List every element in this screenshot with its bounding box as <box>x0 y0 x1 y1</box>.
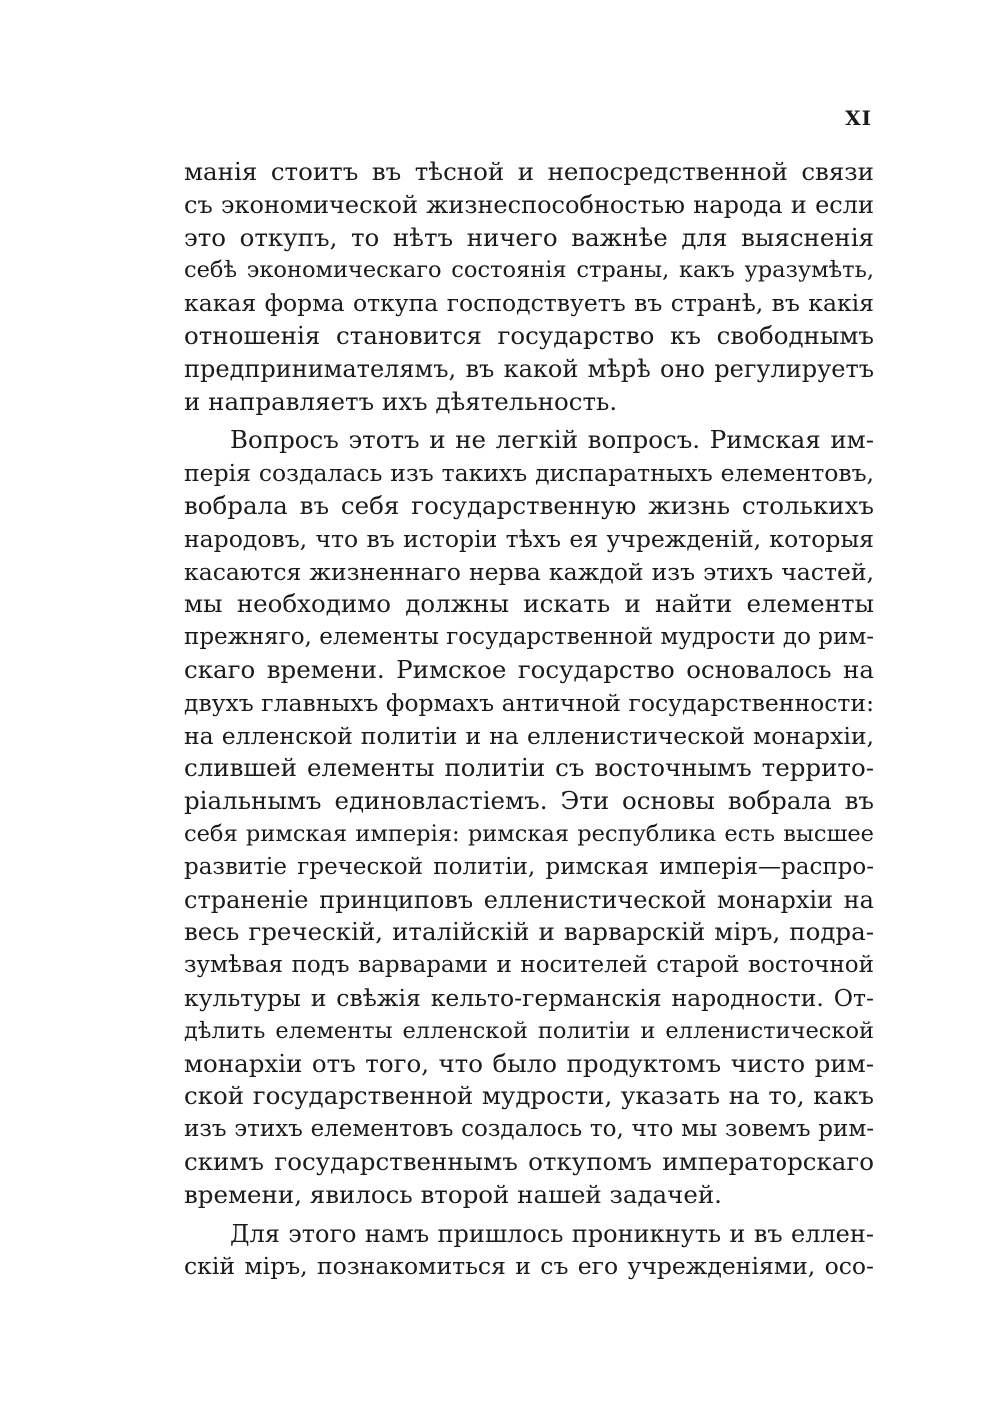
text-line: вобрала въ себя государственную жизнь столькихъ <box>184 490 874 520</box>
text-line: на елленской политіи и на елленистической монархіи, <box>184 721 874 750</box>
text-line: себѣ экономическаго состоянія страны, какъ уразумѣть, <box>184 257 874 284</box>
text-line: страненіе принциповъ елленистической монархіи на <box>184 885 874 914</box>
text-line: скій міръ, познакомиться и съ его учрежденіями, осо- <box>184 1252 874 1281</box>
text-line: отношенія становится государство къ свободнымъ <box>184 320 874 350</box>
text-line: касаются жизненнаго нерва каждой изъ этихъ частей, <box>184 557 874 586</box>
text-line: изъ этихъ елементовъ создалось то, что мы зовемъ рим- <box>184 1116 874 1143</box>
text-line: ской государственной мудрости, указать на то, какъ <box>184 1081 874 1111</box>
text-line: прежняго, елементы государственной мудрости до рим- <box>184 624 874 651</box>
text-line: Для этого намъ пришлось проникнуть и въ еллен- <box>230 1219 874 1248</box>
text-line: народовъ, что въ исторіи тѣхъ ея учрежденій, которыя <box>184 524 874 553</box>
text-line: скимъ государственнымъ откупомъ императорскаго <box>184 1146 874 1176</box>
text-line: монархіи отъ того, что было продуктомъ чисто рим- <box>184 1048 874 1078</box>
page-number: XI <box>845 106 872 130</box>
text-line: мы необходимо должны искать и найти елементы <box>184 589 874 619</box>
text-line: и направляетъ ихъ дѣятельность. <box>184 386 618 416</box>
text-line: дѣлить елементы елленской политіи и елленистической <box>184 1017 874 1044</box>
body-text <box>184 156 874 1289</box>
text-line: это откупъ, то нѣтъ ничего важнѣе для выясненія <box>184 222 874 252</box>
text-line: ріальнымъ единовластіемъ. Эти основы вобрала въ <box>184 786 874 816</box>
text-line: весь греческій, италійскій и варварскій міръ, подра- <box>184 917 874 947</box>
text-line: себя римская имперія: римская республика есть высшее <box>184 820 874 847</box>
text-line: манія стоитъ въ тѣсной и непосредственной связи <box>184 157 874 186</box>
text-line: зумѣвая подъ варварами и носителей старой восточной <box>184 952 874 979</box>
text-line: съ экономической жизнеспособностью народа и если <box>184 190 874 219</box>
text-line: предпринимателямъ, въ какой мѣрѣ оно регулируетъ <box>184 354 874 383</box>
text-line: времени, явилось второй нашей задачей. <box>184 1179 722 1209</box>
paragraph-2 <box>184 424 874 1211</box>
text-line: какая форма откупа господствуетъ въ странѣ, въ какія <box>184 289 874 318</box>
text-line: культуры и свѣжія кельто-германскія народности. От- <box>184 983 874 1012</box>
paragraph-1 <box>184 156 874 418</box>
text-line: двухъ главныхъ формахъ античной государственности: <box>184 688 874 717</box>
text-line: перія создалась изъ такихъ диспаратныхъ елементовъ, <box>184 459 874 488</box>
text-line: слившей елементы политіи съ восточнымъ террито- <box>184 753 874 783</box>
text-line: Вопросъ этотъ и не легкій вопросъ. Римская им- <box>230 425 874 455</box>
text-line: развитіе греческой политіи, римская имперія—распро- <box>184 853 874 880</box>
text-line: скаго времени. Римское государство основалось на <box>184 654 874 684</box>
paragraph-3 <box>184 1218 874 1284</box>
